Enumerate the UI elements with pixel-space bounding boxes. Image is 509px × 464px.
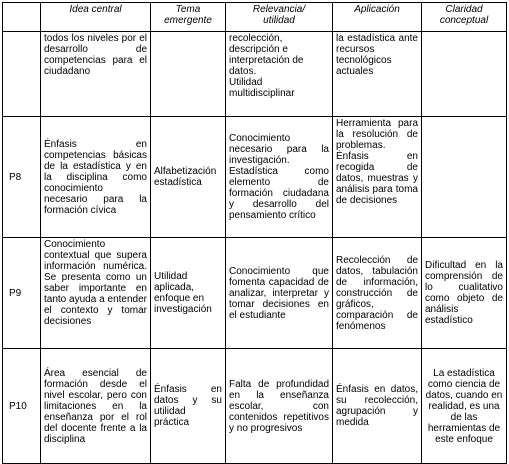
row-id [3, 32, 41, 117]
cell-idea-central: Conocimiento contextual que supera información numérica. Se presenta como un saber importante en tanto ayuda a entender el contexto y tomar decisiones [41, 238, 151, 349]
cell-relevancia: recolección, descripción e interpretación de datos. Utilidad multidisciplinar [226, 32, 333, 117]
header-idea-central: Idea central [41, 3, 151, 32]
header-tema-emergente: Tema emergente [151, 3, 226, 32]
cell-aplicacion: Énfasis en datos, su recolección, agrupación y medida [333, 349, 422, 464]
cell-aplicacion: Recolección de datos, tabulación de información, construcción de gráficos, comparación de fenómenos [333, 238, 422, 349]
cell-aplicacion: la estadística ante recursos tecnológicos actuales [333, 32, 422, 117]
cell-relevancia: Falta de profundidad en la enseñanza escolar, con contenidos repetitivos y no progresivos [226, 349, 333, 464]
cell-relevancia: Conocimiento que fomenta capacidad de analizar, interpretar y tomar decisiones en el estudiante [226, 238, 333, 349]
header-claridad: Claridad conceptual [422, 3, 507, 32]
row-id: P9 [3, 238, 41, 349]
cell-tema-emergente: Alfabetización estadística [151, 117, 226, 238]
cell-idea-central: Área esencial de formación desde el nivel escolar, pero con limitaciones en la enseñanza por el rol del docente frente a la disciplina [41, 349, 151, 464]
cell-tema-emergente [151, 32, 226, 117]
row-id: P8 [3, 117, 41, 238]
table-row [3, 349, 507, 464]
table-row [3, 238, 507, 349]
row-id: P10 [3, 349, 41, 464]
cell-tema-emergente: Utilidad aplicada, enfoque en investigación [151, 238, 226, 349]
table-row [3, 32, 507, 117]
header-row [3, 3, 507, 32]
analysis-table [2, 2, 507, 464]
header-relevancia: Relevancia/ utilidad [226, 3, 333, 32]
header-id [3, 3, 41, 32]
cell-claridad [422, 117, 507, 238]
table-row [3, 117, 507, 238]
cell-idea-central: todos los niveles por el desarrollo de competencias para el ciudadano [41, 32, 151, 117]
cell-aplicacion: Herramienta para la resolución de problemas. Énfasis en recogida de datos, muestras y análisis para toma de decisiones [333, 117, 422, 238]
cell-claridad [422, 32, 507, 117]
header-aplicacion: Aplicación [333, 3, 422, 32]
cell-claridad: La estadística como ciencia de datos, cuando en realidad, es una de las herramientas de este enfoque [422, 349, 507, 464]
cell-tema-emergente: Énfasis en datos y su utilidad práctica [151, 349, 226, 464]
cell-claridad: Dificultad en la comprensión de lo cualitativo como objeto de análisis estadístico [422, 238, 507, 349]
cell-relevancia: Conocimiento necesario para la investigación. Estadística como elemento de formación ciudadana y desarrollo del pensamiento crítico [226, 117, 333, 238]
cell-idea-central: Énfasis en competencias básicas de la estadística y en la disciplina como conocimiento necesario para la formación cívica [41, 117, 151, 238]
